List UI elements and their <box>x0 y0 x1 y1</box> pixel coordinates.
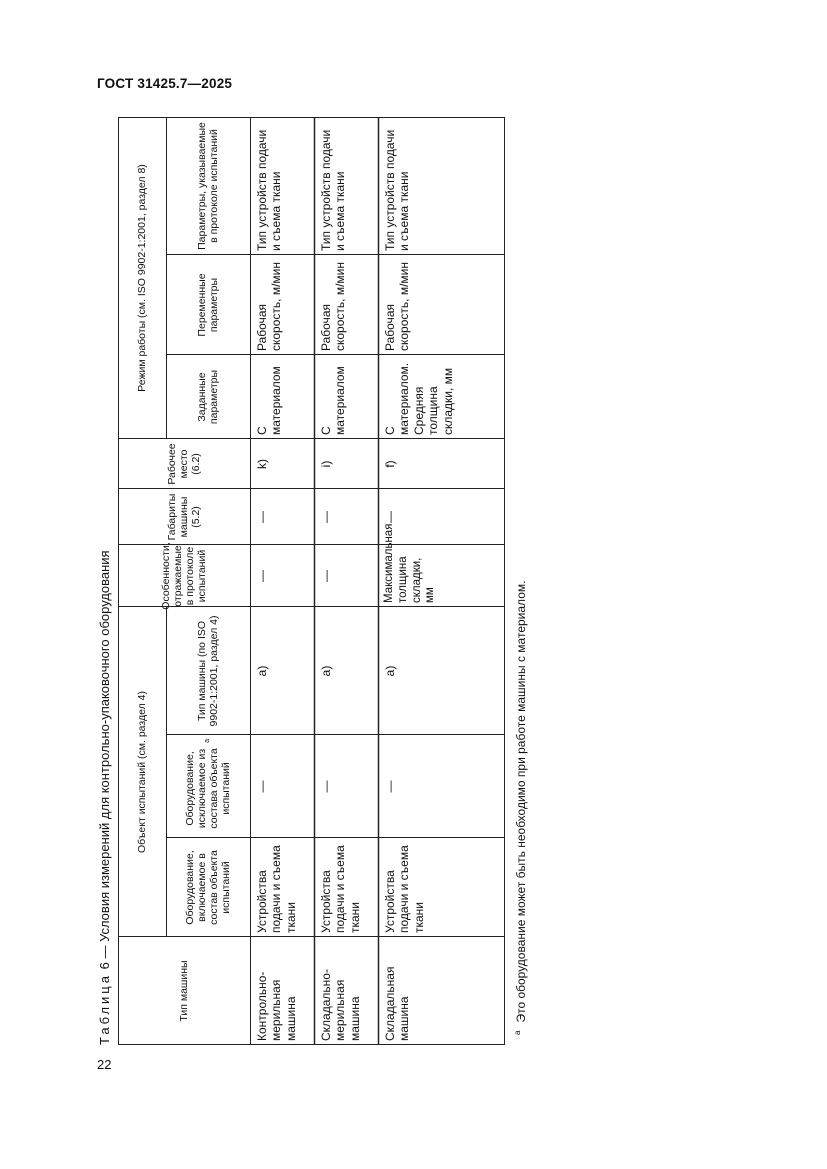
row1-var-params: Рабочая скорость, м/мин <box>255 262 284 351</box>
row2-excluded: — <box>319 780 333 793</box>
row2-dimensions: — <box>319 511 333 523</box>
header-included-equipment: Оборудование, включаемое в состав объекта испытаний <box>183 850 233 925</box>
table-caption <box>97 550 112 1045</box>
row1-set-params: С материалом <box>255 366 284 435</box>
row1-features: — <box>255 570 269 582</box>
row2-features: — <box>319 570 333 582</box>
table-caption-prefix: Таблица <box>97 973 112 1045</box>
row2-workplace: i) <box>319 460 333 468</box>
table-footnote <box>505 117 541 1045</box>
row1-workplace: k) <box>255 459 269 469</box>
header-excluded-text: Оборудование, исключаемое из состава объекта испытаний <box>183 748 233 829</box>
row2-var-params: Рабочая скорость, м/мин <box>319 262 348 351</box>
header-excluded-footnote-marker: a <box>203 739 211 743</box>
header-object-group: Объект испытаний (см. раздел 4) <box>136 691 148 853</box>
header-features: Особенности, отражаемые в протоколе испытаний <box>159 542 209 610</box>
header-report-parameters: Параметры, указываемые в протоколе испытаний <box>195 122 220 250</box>
row3-set-params: С материалом. Средняя толщина складки, мм <box>383 362 455 435</box>
footnote-marker: a <box>513 1030 522 1035</box>
row3-var-params: Рабочая скорость, м/мин <box>383 262 412 351</box>
rotated-table-area <box>97 70 528 1045</box>
row3-type-ref: a) <box>383 665 397 677</box>
header-mode-group: Режим работы (см. ISO 9902-1:2001, раздел 8) <box>136 164 148 392</box>
header-excluded-equipment <box>166 735 250 838</box>
row2-set-params: С материалом <box>319 366 348 435</box>
row3-workplace: f) <box>383 460 397 468</box>
row1-excluded: — <box>255 780 269 793</box>
row3-dimensions: — <box>383 511 397 523</box>
row2-report-params: Тип устройств подачи и съема ткани <box>319 129 348 251</box>
document-code: ГОСТ 31425.7—2025 <box>97 76 233 91</box>
row1-report-params: Тип устройств подачи и съема ткани <box>255 129 284 251</box>
row3-included: Устройства подачи и съема ткани <box>383 845 426 933</box>
row1-type-ref: a) <box>255 665 269 677</box>
row3-machine-type: Складальная машина <box>383 966 412 1041</box>
row1-dimensions: — <box>255 511 269 523</box>
row2-included: Устройства подачи и съема ткани <box>319 845 362 933</box>
page-number: 22 <box>97 1057 112 1072</box>
row2-type-ref: a) <box>319 665 333 677</box>
header-variable-parameters: Переменные параметры <box>195 273 220 337</box>
row3-excluded: — <box>383 780 397 793</box>
table-caption-number: 6 <box>97 962 112 970</box>
header-type-reference: Тип машины (по ISO 9902-1:2001, раздел 4) <box>195 615 220 727</box>
row3-report-params: Тип устройств подачи и съема ткани <box>383 129 412 251</box>
row1-included: Устройства подачи и съема ткани <box>255 845 298 933</box>
header-machine-type: Тип машины <box>177 960 190 1022</box>
header-set-parameters: Заданные параметры <box>195 369 220 425</box>
header-dimensions: Габариты машины (5.2) <box>165 493 203 541</box>
row1-machine-type: Контрольно-мерильная машина <box>255 971 298 1041</box>
table-caption-text: — Условия измерений для контрольно-упаковочного оборудования <box>97 550 112 963</box>
header-workplace: Рабочее место (6.2) <box>165 443 203 485</box>
measurement-conditions-table <box>118 117 506 1045</box>
row3-features: Максимальная толщина складки, мм <box>383 523 437 603</box>
row2-machine-type: Складально-мерильная машина <box>319 969 362 1041</box>
footnote-text: Это оборудование может быть необходимо при работе машины с материалом. <box>514 580 528 1023</box>
